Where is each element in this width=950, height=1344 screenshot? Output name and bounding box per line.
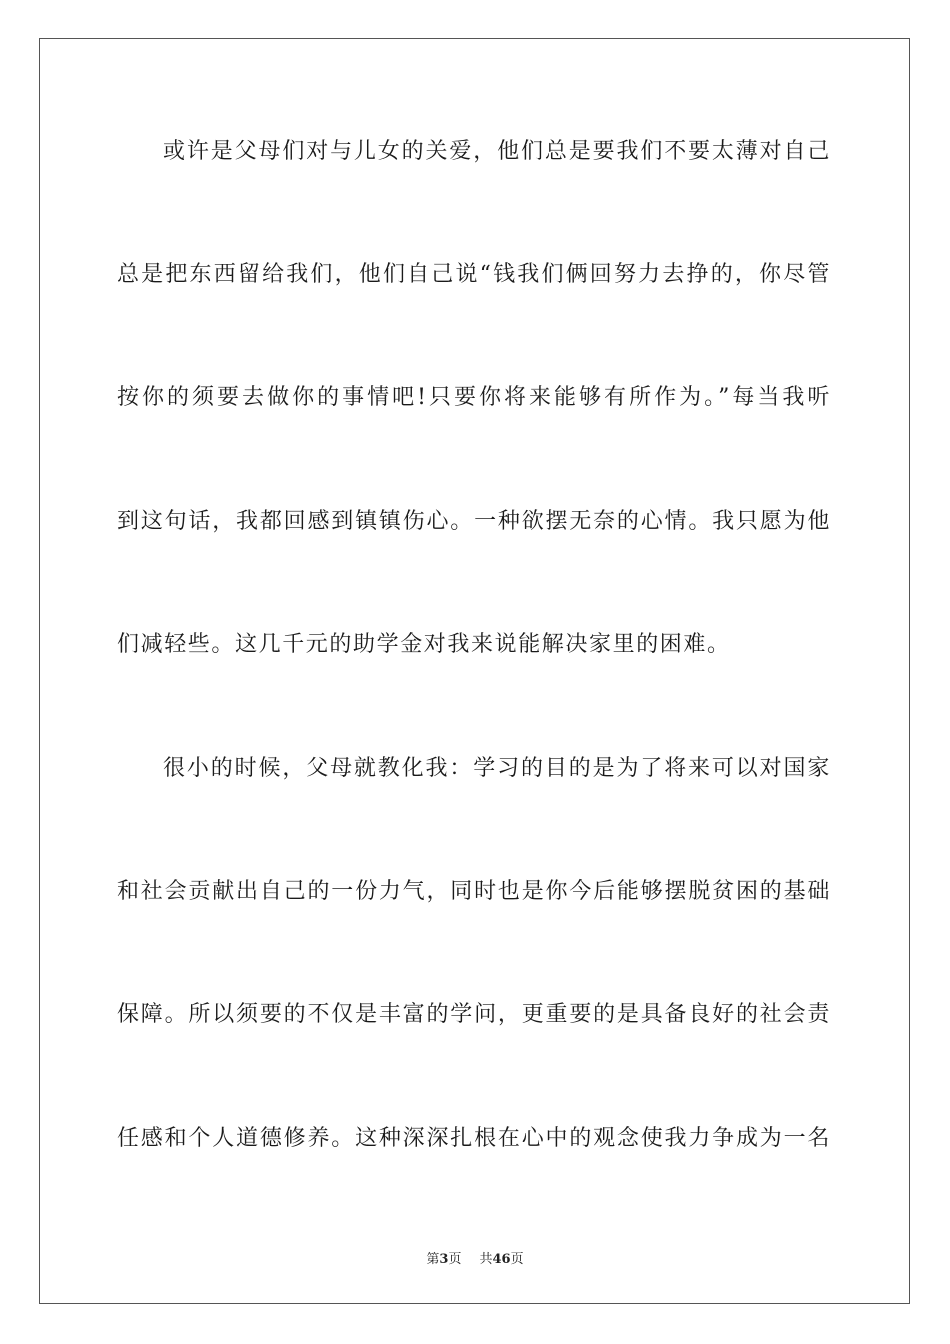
paragraph-1-line-4: 到这句话，我都回感到镇镇伤心。一种欲摆无奈的心情。我只愿为他 (117, 509, 831, 534)
paragraph-1-line-2: 总是把东西留给我们，他们自己说“钱我们俩回努力去挣的，你尽管 (117, 262, 831, 287)
paragraph-2-line-2: 和社会贡献出自己的一份力气，同时也是你今后能够摆脱贫困的基础 (117, 879, 831, 904)
paragraph-2-line-1: 很小的时候，父母就教化我：学习的目的是为了将来可以对国家 (163, 756, 831, 781)
paragraph-1-line-3: 按你的须要去做你的事情吧!只要你将来能够有所作为。”每当我听 (117, 385, 831, 410)
paragraph-1-line-5: 们减轻些。这几千元的助学金对我来说能解决家里的困难。 (117, 632, 731, 657)
total-pages-prefix: 共 (479, 1252, 493, 1267)
current-page-number: 3 (439, 1252, 449, 1267)
page-number-prefix: 第 (426, 1252, 440, 1267)
page-footer (0, 1248, 950, 1267)
total-page-count: 46 (492, 1252, 511, 1267)
total-pages-suffix: 页 (510, 1252, 524, 1267)
page-number-suffix: 页 (448, 1252, 462, 1267)
paragraph-2-line-4: 任感和个人道德修养。这种深深扎根在心中的观念使我力争成为一名 (117, 1126, 831, 1151)
paragraph-2-line-3: 保障。所以须要的不仅是丰富的学问，更重要的是具备良好的社会责 (117, 1002, 831, 1027)
page-border (39, 38, 910, 1304)
paragraph-1-line-1: 或许是父母们对与儿女的关爱，他们总是要我们不要太薄对自己 (163, 139, 831, 164)
